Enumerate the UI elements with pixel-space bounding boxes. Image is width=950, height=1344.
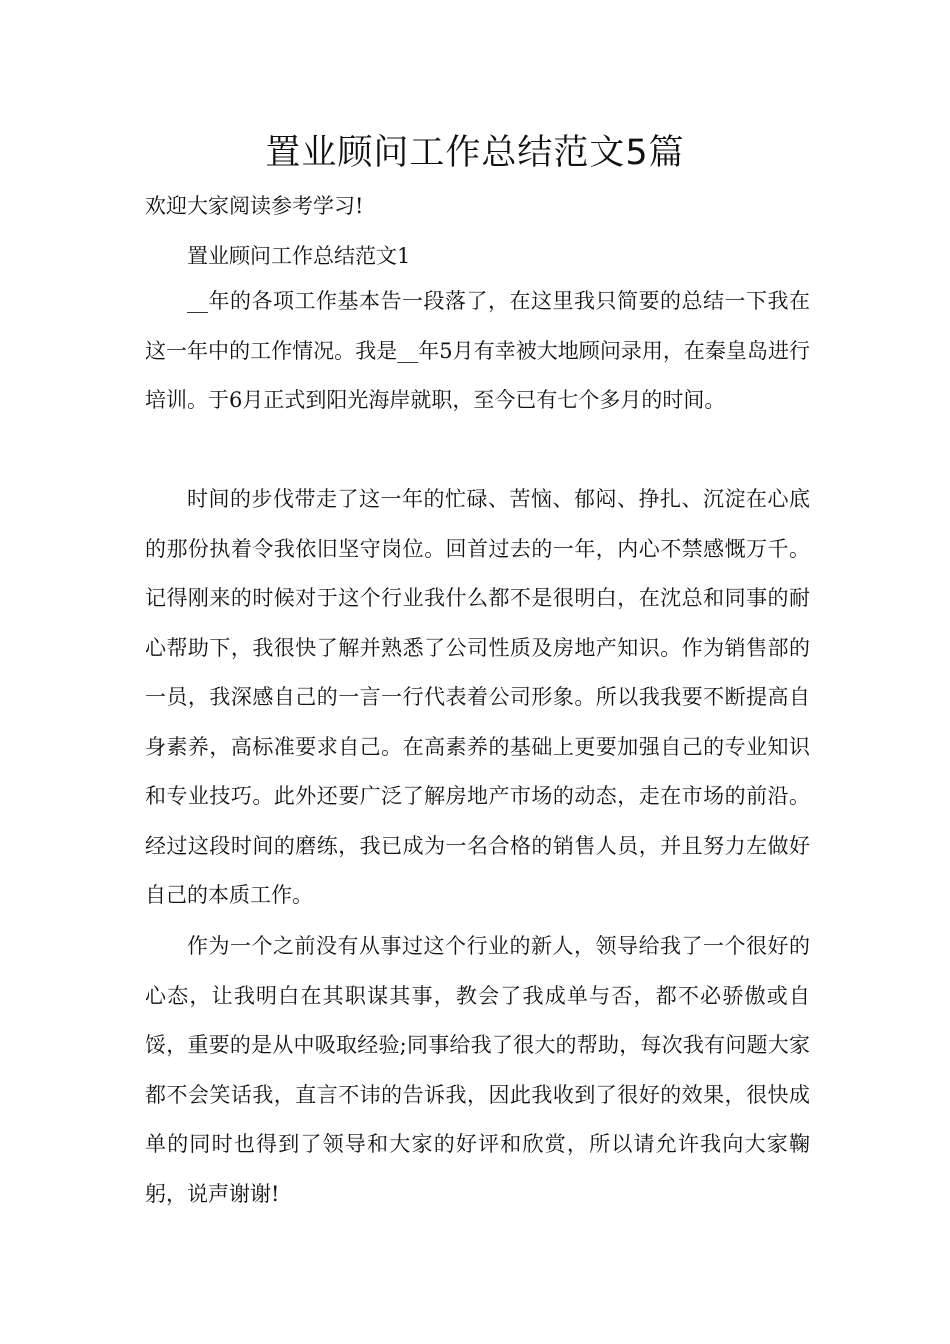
paragraph-3: 作为一个之前没有从事过这个行业的新人，领导给我了一个很好的心态，让我明白在其职谋其事，教会了我成单与否，都不必骄傲或自馁，重要的是从中吸取经验;同事给我了很大的帮助，每次我有问题大家都不会笑话我，直言不讳的告诉我，因此我收到了很好的效果，很快成单的同时也得到了领导和大家的好评和欣赏，所以请允许我向大家鞠躬，说声谢谢! bbox=[145, 934, 810, 1206]
intro-text: 欢迎大家阅读参考学习! bbox=[145, 194, 364, 218]
section-heading: 置业顾问工作总结范文1 bbox=[187, 244, 411, 268]
paragraph-1: __年的各项工作基本告一段落了，在这里我只简要的总结一下我在这一年中的工作情况。我是__年5月有幸被大地顾问录用，在秦皇岛进行培训。于6月正式到阳光海岸就职，至今已有七个多月的时间。 bbox=[145, 289, 810, 412]
paragraph-2: 时间的步伐带走了这一年的忙碌、苦恼、郁闷、挣扎、沉淀在心底的那份执着令我依旧坚守岗位。回首过去的一年，内心不禁感慨万千。记得刚来的时候对于这个行业我什么都不是很明白，在沈总和同事的耐心帮助下，我很快了解并熟悉了公司性质及房地产知识。作为销售部的一员，我深感自己的一言一行代表着公司形象。所以我我要不断提高自身素养，高标准要求自己。在高素养的基础上更要加强自己的专业知识和专业技巧。此外还要广泛了解房地产市场的动态，走在市场的前沿。经过这段时间的磨练，我已成为一名合格的销售人员，并且努力左做好自己的本质工作。 bbox=[145, 487, 810, 907]
document-title: 置业顾问工作总结范文5篇 bbox=[265, 133, 685, 173]
